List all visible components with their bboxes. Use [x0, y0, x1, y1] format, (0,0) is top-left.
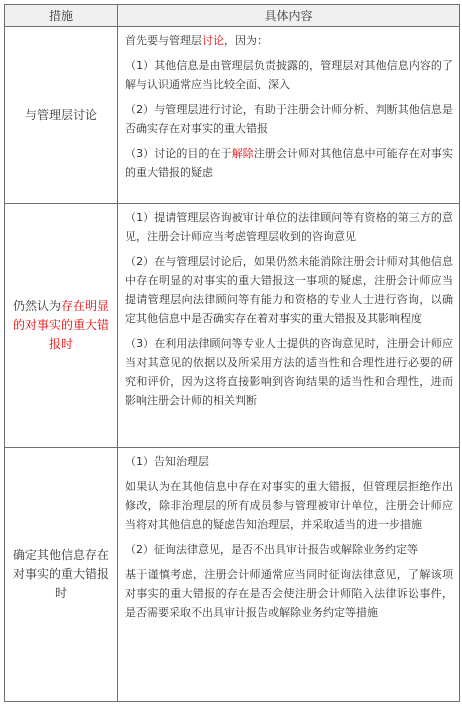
content-paragraph: （1）告知治理层	[125, 455, 209, 468]
table-header-row	[5, 5, 460, 27]
table-row	[5, 204, 460, 448]
measure-content	[118, 204, 460, 448]
content-paragraph: 如果认为在其他信息中存在对事实的重大错报，但管理层拒绝作出修改，除非治理层的所有成员参与管理被审计单位，注册会计师应当将对其他信息的疑虑告知治理层，并采取适当的进一步措施	[125, 480, 453, 531]
label-text: 确定其他信息存在对事实的重大错报时	[12, 548, 109, 600]
measure-label	[5, 27, 118, 204]
highlight-text: 讨论	[202, 34, 224, 47]
content-paragraph: 基于谨慎考虑，注册会计师通常应当同时征询法律意见，了解该项对事实的重大错报的存在是否会使注册会计师陷入法律诉讼事件，是否需要采取不出具审计报告或解除业务约定等措施	[125, 568, 453, 619]
content-paragraph: （3）在利用法律顾问等专业人士提供的咨询意见时，注册会计师应当对其意见的依据以及所采用方法的适当性和合理性进行必要的研究和评价，因为这将直接影响到咨询结果的适当性和合理性，进而影响注册会计师的相关判断	[125, 337, 453, 407]
content-paragraph: （1）其他信息是由管理层负责披露的，管理层对其他信息内容的了解与认识通常应当比较全面、深入	[125, 59, 453, 91]
content-paragraph: （2）在与管理层讨论后，如果仍然未能消除注册会计师对其他信息中存在明显的对事实的重大错报这一事项的疑虑，注册会计师应当提请管理层向法律顾问等有能力和资格的专业人士进行咨询，以确定其他信息中是否确实存在着对事实的重大错报及其影响程度	[125, 255, 453, 325]
table-row	[5, 27, 460, 204]
header-details: 具体内容	[118, 5, 460, 27]
measures-table	[4, 4, 460, 702]
highlight-text: 解除	[231, 147, 254, 160]
table-row	[5, 448, 460, 702]
measure-content	[118, 448, 460, 702]
content-paragraph: 首先要与管理层讨论，因为：	[125, 34, 268, 47]
label-text: 与管理层讨论	[24, 107, 97, 122]
measure-label	[5, 204, 118, 448]
header-measures: 措施	[5, 5, 118, 27]
content-paragraph: （2）与管理层进行讨论，有助于注册会计师分析、判断其他信息是否确实存在对事实的重大错报	[125, 103, 453, 135]
label-highlight: 存在明显的对事实的重大错报时	[12, 299, 110, 351]
content-paragraph: （2）征询法律意见，是否不出具审计报告或解除业务约定等	[125, 543, 418, 556]
label-text: 仍然认为	[12, 299, 61, 313]
measure-label	[5, 448, 118, 702]
measure-content	[118, 27, 460, 204]
content-paragraph: （1）提请管理层咨询被审计单位的法律顾问等有资格的第三方的意见，注册会计师应当考虑管理层收到的咨询意见	[125, 211, 453, 243]
content-paragraph: （3）讨论的目的在于解除注册会计师对其他信息中可能存在对事实的重大错报的疑虑	[125, 147, 453, 179]
